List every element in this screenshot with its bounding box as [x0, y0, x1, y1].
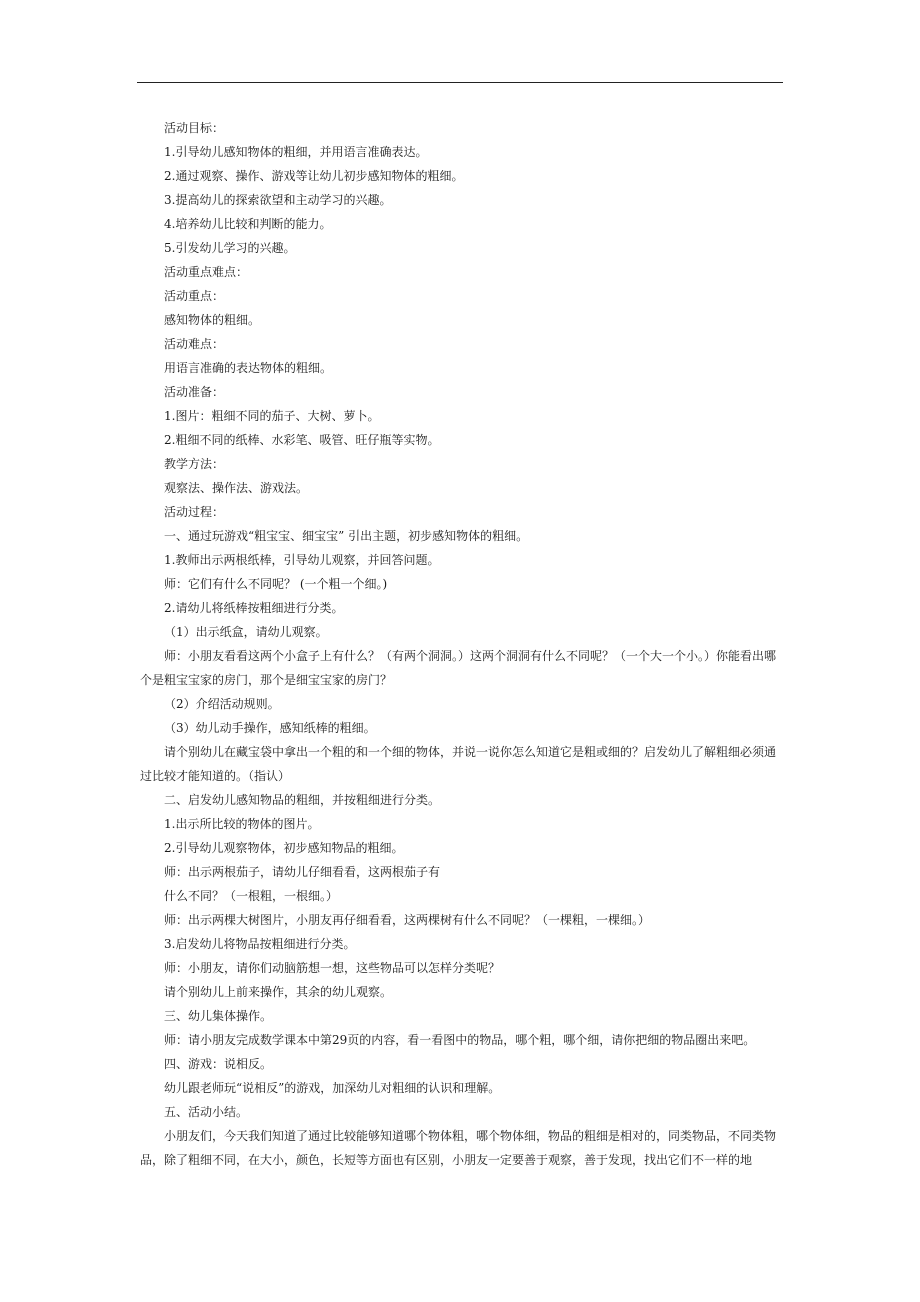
text-line: （1）出示纸盒，请幼儿观察。: [164, 625, 328, 639]
paragraph: 师：小朋友看看这两个小盒子上有什么？（有两个洞洞。）这两个洞洞有什么不同呢？（一个大一个小。）你能看出哪个是粗宝宝家的房门，那个是细宝宝家的房门？: [140, 649, 777, 687]
text-line: 活动难点：: [164, 337, 225, 351]
text-line: 活动目标：: [164, 121, 225, 135]
text-line: 四、游戏：说相反。: [164, 1057, 273, 1071]
text-line: 活动准备：: [164, 385, 225, 399]
text-line: （2）介绍活动规则。: [164, 697, 280, 711]
text-line: 教学方法：: [164, 457, 225, 471]
text-line: 1.教师出示两根纸棒，引导幼儿观察，并回答问题。: [164, 553, 440, 567]
paragraph: 请个别幼儿在藏宝袋中拿出一个粗的和一个细的物体，并说一说你怎么知道它是粗或细的？启发幼儿了解粗细必须通过比较才能知道的。（指认）: [140, 745, 777, 783]
text-line: 师：它们有什么不同呢？ (一个粗一个细。): [164, 577, 388, 591]
text-line: 2.粗细不同的纸棒、水彩笔、吸管、旺仔瓶等实物。: [164, 433, 440, 447]
text-line: 2.引导幼儿观察物体，初步感知物品的粗细。: [164, 841, 404, 855]
text-line: 2.请幼儿将纸棒按粗细进行分类。: [164, 601, 344, 615]
text-line: 4.培养幼儿比较和判断的能力。: [164, 217, 332, 231]
text-line: （3）幼儿动手操作，感知纸棒的粗细。: [164, 721, 376, 735]
text-line: 请个别幼儿上前来操作，其余的幼儿观察。: [164, 985, 393, 999]
document-body: [140, 116, 780, 1172]
paragraph: 小朋友们，今天我们知道了通过比较能够知道哪个物体粗，哪个物体细，物品的粗细是相对的，同类物品，不同类物品，除了粗细不同，在大小，颜色，长短等方面也有区别，小朋友一定要善于观察，善于发现，找出它们不一样的地: [140, 1129, 777, 1167]
text-line: 师：出示两棵大树图片，小朋友再仔细看看，这两棵树有什么不同呢？（一棵粗，一棵细。）: [164, 913, 651, 927]
text-line: 三、幼儿集体操作。: [164, 1009, 273, 1023]
text-line: 五、活动小结。: [164, 1105, 249, 1119]
text-line: 用语言准确的表达物体的粗细。: [164, 361, 333, 375]
text-line: 师：小朋友，请你们动脑筋想一想，这些物品可以怎样分类呢？: [164, 961, 501, 975]
text-line: 幼儿跟老师玩“说相反”的游戏，加深幼儿对粗细的认识和理解。: [164, 1081, 501, 1095]
text-line: 一、通过玩游戏“粗宝宝、细宝宝” 引出主题，初步感知物体的粗细。: [164, 529, 529, 543]
text-line: 活动重点：: [164, 289, 225, 303]
text-line: 师：出示两根茄子，请幼儿仔细看看，这两根茄子有: [164, 865, 441, 879]
text-line: 活动过程：: [164, 505, 225, 519]
text-line: 活动重点难点：: [164, 265, 249, 279]
text-line: 感知物体的粗细。: [164, 313, 261, 327]
text-line: 观察法、操作法、游戏法。: [164, 481, 309, 495]
text-line: 什么不同？（一根粗，一根细。）: [164, 889, 339, 903]
text-line: 1.图片：粗细不同的茄子、大树、萝卜。: [164, 409, 380, 423]
text-line: 3.提高幼儿的探索欲望和主动学习的兴趣。: [164, 193, 392, 207]
text-line: 3.启发幼儿将物品按粗细进行分类。: [164, 937, 356, 951]
text-line: 师：请小朋友完成数学课本中第29页的内容，看一看图中的物品，哪个粗，哪个细，请你把细的物品圈出来吧。: [164, 1033, 756, 1047]
text-line: 二、启发幼儿感知物品的粗细，并按粗细进行分类。: [164, 793, 441, 807]
text-line: 1.出示所比较的物体的图片。: [164, 817, 320, 831]
text-line: 5.引发幼儿学习的兴趣。: [164, 241, 296, 255]
header-rule: [137, 82, 783, 83]
text-line: 2.通过观察、操作、游戏等让幼儿初步感知物体的粗细。: [164, 169, 464, 183]
text-line: 1.引导幼儿感知物体的粗细，并用语言准确表达。: [164, 145, 428, 159]
